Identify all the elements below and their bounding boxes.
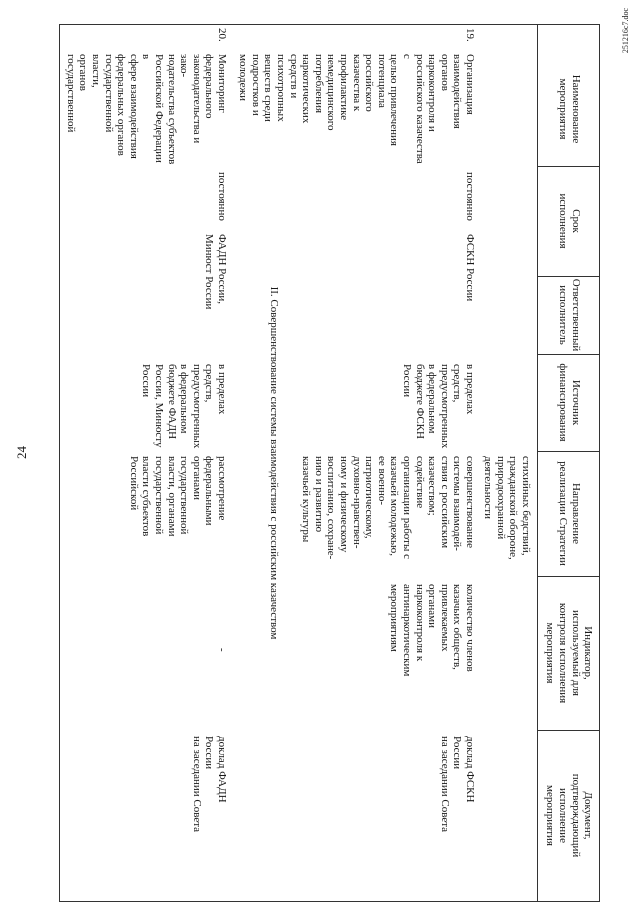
header-executor: Ответственный исполнитель xyxy=(557,278,582,352)
row19-executor: ФСКН России xyxy=(464,234,476,302)
row20-funding: в пределах средств, предусмотренных в федеральном бюджете ФАДН России, Минюсту России xyxy=(140,364,228,449)
row19-document: доклад ФСКН России на заседании Совета xyxy=(438,736,476,833)
row20-term: постоянно xyxy=(216,172,228,221)
continuation-direction: стихийных бедствий, гражданской обороне, природоохранной деятельности xyxy=(482,456,532,560)
header-document: Документ, подтверждающий исполнение мероприятия xyxy=(544,773,595,858)
measures-table xyxy=(60,24,600,902)
row19-number: 19. xyxy=(464,28,476,42)
col-line-0 xyxy=(60,24,600,25)
section-title: II. Совершенствование системы взаимодействия с российским казачеством xyxy=(268,286,280,640)
table-bottom-border xyxy=(59,24,60,902)
header-name: Наименование мероприятия xyxy=(557,74,582,144)
row20-number: 20. xyxy=(216,28,228,42)
row20-name: Мониторинг федерального законодательства и зако- нодательства субъектов Российской Федерации в сфере взаимодействия федеральных органов государственной власти, органов государственной xyxy=(64,54,228,165)
row20-direction: рассмотрение федеральными органами государственной власти, органами государственной власти субъектов Российской xyxy=(127,456,228,537)
row20-document: доклад ФАДН России на заседании Совета xyxy=(190,736,228,833)
row20-indicator: - xyxy=(216,648,228,652)
row19-funding: в пределах средств, предусмотренных в федеральном бюджете ФСКН России xyxy=(401,364,476,449)
header-term: Срок исполнения xyxy=(557,193,582,249)
file-reference: 251216с7.doc xyxy=(621,8,630,54)
row19-term: постоянно xyxy=(464,172,476,221)
col-line-7 xyxy=(60,901,600,902)
header-direction: Направление реализации Стратегии xyxy=(557,461,582,566)
row20-executor: ФАДН России, Минюст России xyxy=(203,234,228,310)
row19-direction: совершенствование системы взаимодей- ствия с российским казачеством; содействие организации работы с казачьей молодежью, ее военно- патриотическому, духовно-нравствен- ному и физическому воспитанию, сохране- нию и развитию казачьей культуры xyxy=(300,456,476,560)
page-number: 24 xyxy=(14,446,29,459)
header-indicator: Индикатор, используемый для контроля исполнения мероприятия xyxy=(544,602,595,704)
row19-indicator: количество членов казачьих обществ, привлекаемых органами наркоконтроля к антинаркотическим мероприятиям xyxy=(388,584,476,677)
header-funding: Источник финансирования xyxy=(557,363,582,442)
row19-name: Организация взаимодействия органов наркоконтроля и российского казачества с целью привлечения потенциала российского казачества к профилактике немедицинского потребления наркотических средств и психотропных веществ среди подростков и молодежи xyxy=(237,54,476,164)
